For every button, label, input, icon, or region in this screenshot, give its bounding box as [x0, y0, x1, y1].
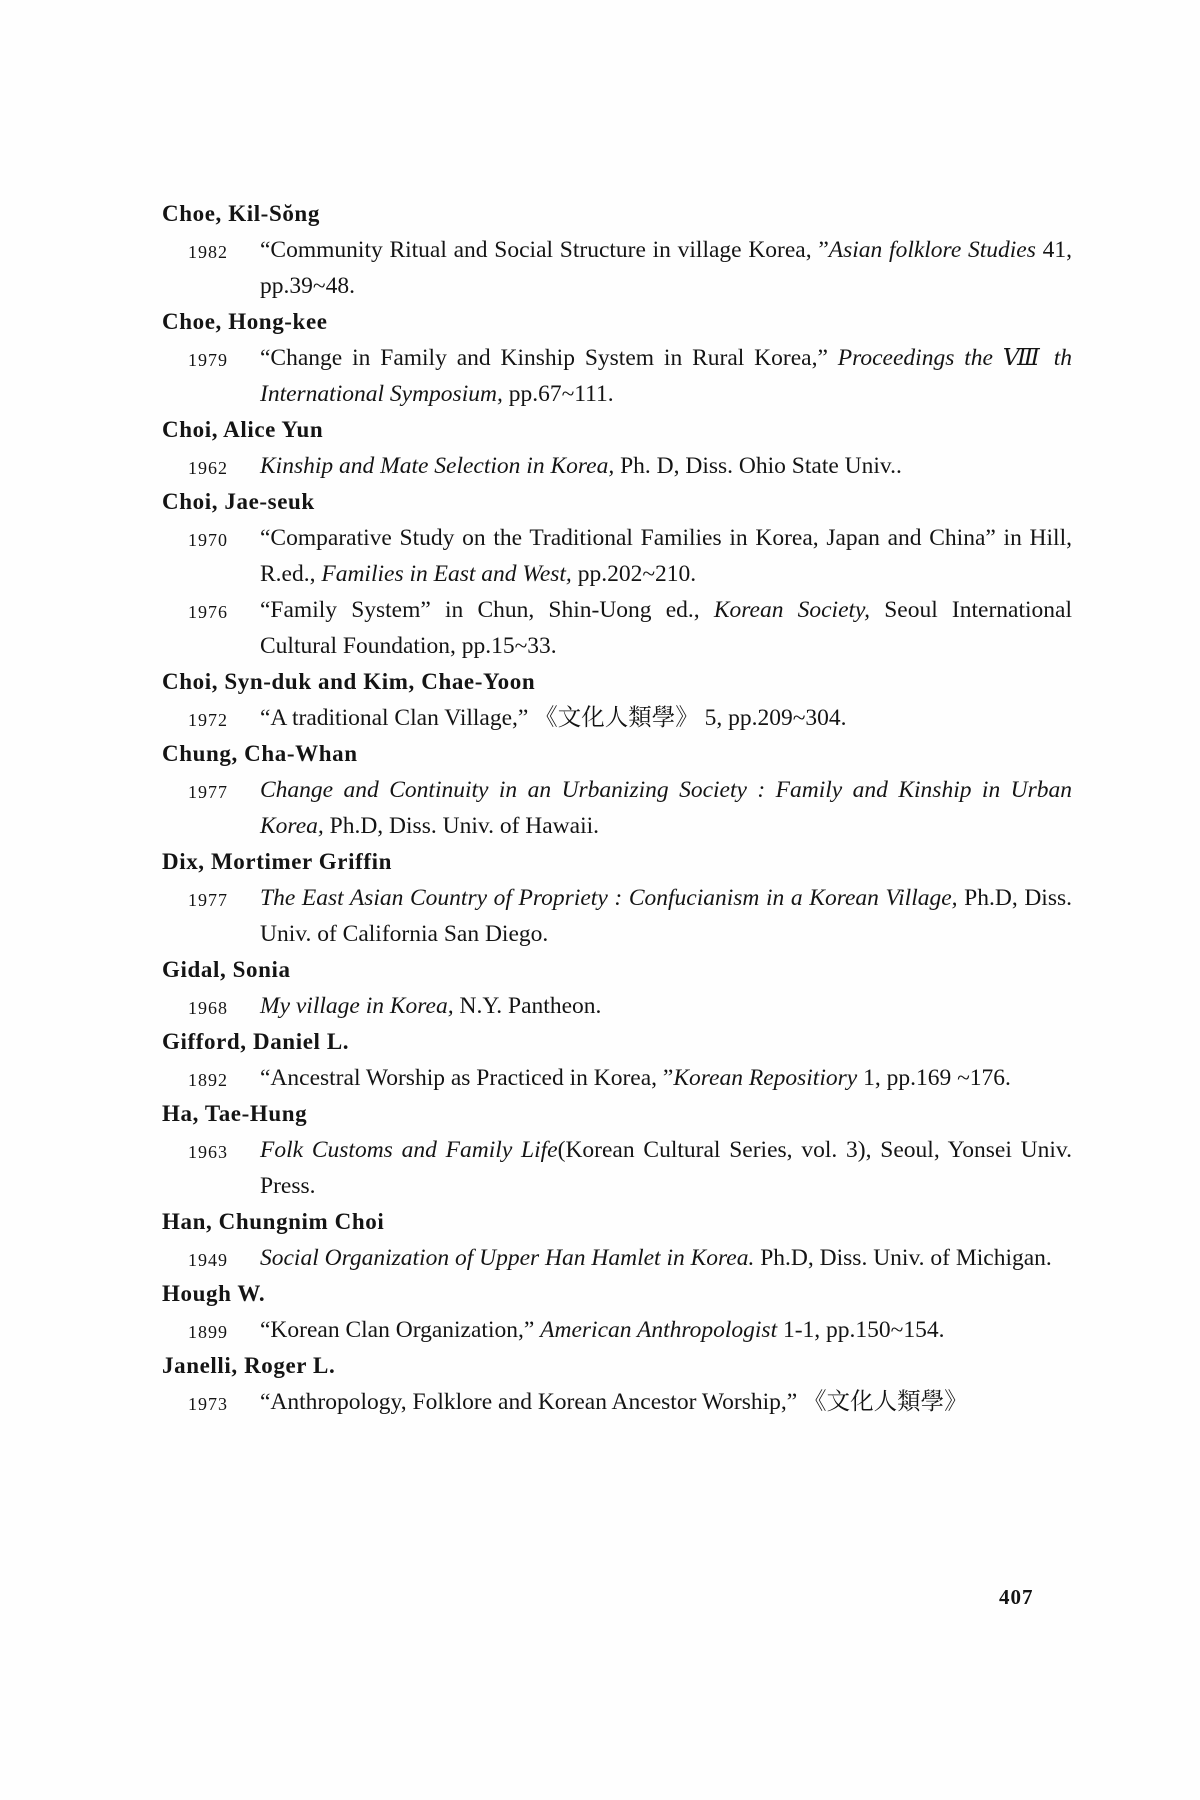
- author-heading: Choe, Kil-Sŏng: [162, 201, 320, 226]
- entry-details: 1, pp.169 ~176.: [857, 1065, 1011, 1091]
- entry-title: Families in East and West,: [321, 561, 572, 587]
- bibliography-entry: [162, 1384, 1072, 1420]
- entry-reference: [260, 520, 1072, 592]
- entry-details: (Korean Cultural Series, vol. 3), Seoul, Yonsei Univ. Press.: [260, 1137, 1073, 1199]
- bibliography-entry: [162, 1132, 1072, 1204]
- entry-reference: [260, 232, 1072, 304]
- entry-year: 1968: [188, 998, 228, 1018]
- entry-year: 1973: [188, 1394, 228, 1414]
- author-heading: Choi, Alice Yun: [162, 417, 324, 442]
- entry-reference: [260, 1132, 1072, 1204]
- author-heading: Chung, Cha-Whan: [162, 741, 358, 766]
- entry-year: 1899: [188, 1322, 228, 1342]
- entry-year: 1970: [188, 530, 228, 550]
- entry-year: 1979: [188, 350, 228, 370]
- bibliography-entry: [162, 448, 1072, 484]
- author-heading: Janelli, Roger L.: [162, 1353, 336, 1378]
- entry-details: 41, pp.39~48.: [260, 237, 1072, 299]
- entry-text: “A traditional Clan Village,” 《文化人類學》 5, pp.209~304.: [260, 705, 847, 731]
- entry-text: “Anthropology, Folklore and Korean Ancestor Worship,” 《文化人類學》: [260, 1389, 968, 1415]
- entry-reference: [260, 592, 1072, 664]
- author-heading: Gidal, Sonia: [162, 957, 291, 982]
- entry-details: pp.202~210.: [571, 561, 697, 587]
- author-heading: Han, Chungnim Choi: [162, 1209, 385, 1234]
- entry-reference: [260, 700, 1072, 736]
- entry-year: 1949: [188, 1250, 228, 1270]
- entry-title: Korean Society,: [713, 597, 871, 623]
- entry-title: Proceedings the Ⅷ th International Symposium,: [260, 345, 1072, 407]
- entry-text: “Comparative Study on the Traditional Families in Korea, Japan and China” in Hill, R.ed.,: [260, 525, 1072, 587]
- bibliography-entry: [162, 700, 1072, 736]
- author-heading: Dix, Mortimer Griffin: [162, 849, 392, 874]
- entry-text: “Family System” in Chun, Shin-Uong ed.,: [260, 597, 714, 623]
- entry-text: “Ancestral Worship as Practiced in Korea, ”: [260, 1065, 674, 1091]
- entry-details: pp.67~111.: [502, 381, 614, 407]
- entry-reference: [260, 340, 1072, 412]
- bibliography-entry: [162, 340, 1072, 412]
- bibliography-entry: [162, 988, 1072, 1024]
- bibliography-entry: [162, 520, 1072, 592]
- bibliography-entry: [162, 880, 1072, 952]
- entry-year: 1976: [188, 602, 228, 622]
- author-heading: Gifford, Daniel L.: [162, 1029, 350, 1054]
- entry-text: “Community Ritual and Social Structure in village Korea, ”: [260, 237, 829, 263]
- entry-title: Change and Continuity in an Urbanizing Society : Family and Kinship in Urban Korea,: [260, 777, 1072, 839]
- author-heading: Choi, Syn-duk and Kim, Chae-Yoon: [162, 669, 536, 694]
- entry-reference: [260, 988, 1072, 1024]
- entry-title: Social Organization of Upper Han Hamlet in Korea.: [260, 1245, 755, 1271]
- entry-details: Seoul International Cultural Foundation, pp.15~33.: [260, 597, 1072, 659]
- entry-details: Ph. D, Diss. Ohio State Univ..: [614, 453, 902, 479]
- bibliography-entry: [162, 592, 1072, 664]
- entry-year: 1982: [188, 242, 228, 262]
- page-number: 407: [999, 1585, 1034, 1609]
- entry-details: 1-1, pp.150~154.: [777, 1317, 945, 1343]
- bibliography: [162, 196, 1072, 1420]
- entry-reference: [260, 448, 1072, 484]
- entry-reference: [260, 772, 1072, 844]
- entry-year: 1972: [188, 710, 228, 730]
- entry-title: Korean Repositiory: [673, 1065, 858, 1091]
- entry-title: The East Asian Country of Propriety : Confucianism in a Korean Village,: [260, 885, 958, 911]
- author-heading: Choe, Hong-kee: [162, 309, 328, 334]
- bibliography-entry: [162, 1240, 1072, 1276]
- entry-year: 1963: [188, 1142, 228, 1162]
- entry-reference: [260, 880, 1072, 952]
- bibliography-entry: [162, 1060, 1072, 1096]
- author-heading: Ha, Tae-Hung: [162, 1101, 308, 1126]
- entry-details: Ph.D, Diss. Univ. of Michigan.: [754, 1245, 1052, 1271]
- bibliography-entry: [162, 232, 1072, 304]
- author-heading: Choi, Jae-seuk: [162, 489, 315, 514]
- entry-reference: [260, 1312, 1072, 1348]
- entry-title: American Anthropologist: [540, 1317, 778, 1343]
- entry-year: 1962: [188, 458, 228, 478]
- entry-details: N.Y. Pantheon.: [453, 993, 602, 1019]
- entry-reference: [260, 1384, 1072, 1420]
- entry-year: 1977: [188, 782, 228, 802]
- entry-reference: [260, 1060, 1072, 1096]
- entry-title: Folk Customs and Family Life: [260, 1137, 558, 1163]
- author-heading: Hough W.: [162, 1281, 266, 1306]
- bibliography-entry: [162, 772, 1072, 844]
- entry-title: Kinship and Mate Selection in Korea,: [260, 453, 615, 479]
- entry-title: My village in Korea,: [260, 993, 454, 1019]
- entry-reference: [260, 1240, 1072, 1276]
- entry-details: Ph.D, Diss. Univ. of California San Diego.: [260, 885, 1072, 947]
- entry-text: “Korean Clan Organization,”: [260, 1317, 541, 1343]
- entry-text: “Change in Family and Kinship System in Rural Korea,”: [260, 345, 838, 371]
- entry-year: 1892: [188, 1070, 228, 1090]
- bibliography-entry: [162, 1312, 1072, 1348]
- entry-year: 1977: [188, 890, 228, 910]
- entry-details: Ph.D, Diss. Univ. of Hawaii.: [323, 813, 600, 839]
- entry-title: Asian folklore Studies: [828, 237, 1036, 263]
